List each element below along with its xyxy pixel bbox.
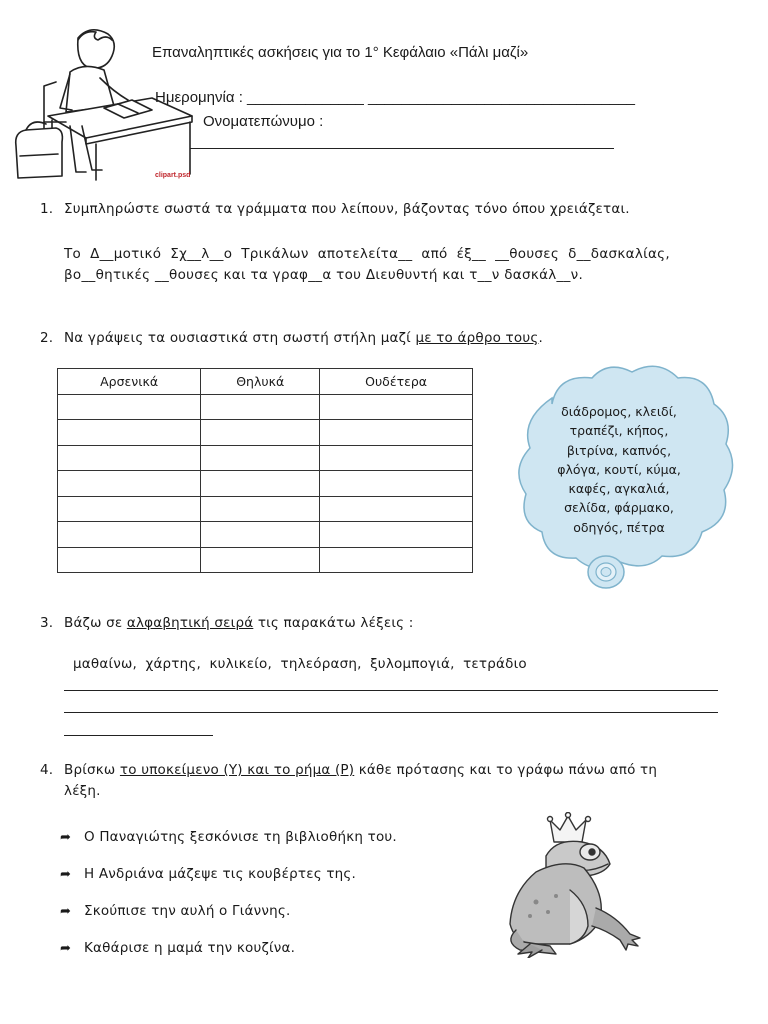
fill-in-passage: Το Δ__μοτικό Σχ__λ__ο Τρικάλων αποτελείτα__ από έξ__ __θουσες δ__δασκαλίας, βο__θητικές __θουσες και τα γραφ__α του Διευθυντή και τ__ν δασκάλ__ν.: [64, 246, 670, 283]
sentence-item: [60, 903, 290, 919]
answer-cell[interactable]: [58, 420, 201, 446]
sentence-text: Ο Παναγιώτης ξεσκόνισε τη βιβλιοθήκη του.: [84, 829, 397, 845]
answer-cell[interactable]: [320, 394, 473, 420]
table-row: [58, 522, 473, 548]
word-line: τραπέζι, κήπος,: [569, 423, 669, 439]
words-to-sort: μαθαίνω, χάρτης, κυλικείο, τηλεόραση, ξυλομπογιά, τετράδιο: [73, 656, 527, 672]
question-prompt: Βάζω σε αλφαβητική σειρά τις παρακάτω λέξεις :: [64, 615, 414, 631]
answer-cell[interactable]: [58, 496, 201, 522]
word-line: βιτρίνα, καπνός,: [566, 442, 672, 458]
question-2: [0, 330, 768, 350]
word-line: οδηγός, πέτρα: [573, 519, 665, 535]
worksheet-title: Επαναληπτικές ασκήσεις για το 1° Κεφάλαιο «Πάλι μαζί»: [152, 44, 529, 61]
sentence-text: Η Ανδριάνα μάζεψε τις κουβέρτες της.: [84, 866, 357, 882]
column-header-masculine: Αρσενικά: [58, 369, 201, 395]
clipart-credit: clipart.psd: [155, 172, 191, 179]
sentence-text: Σκούπισε την αυλή ο Γιάννης.: [84, 903, 291, 919]
answer-cell[interactable]: [320, 420, 473, 446]
answer-cell[interactable]: [320, 522, 473, 548]
date-field: Ημερομηνία : ______________ ________________________________: [155, 89, 635, 106]
answer-cell[interactable]: [58, 394, 201, 420]
answer-cell[interactable]: [58, 522, 201, 548]
table-row: [58, 394, 473, 420]
answer-line[interactable]: [64, 712, 718, 713]
sentence-item: [60, 866, 356, 882]
word-line: διάδρομος, κλειδί,: [561, 404, 677, 419]
word-list: [541, 402, 697, 537]
answer-cell[interactable]: [320, 547, 473, 573]
question-number: 1.: [40, 201, 54, 217]
question-prompt: Να γράψεις τα ουσιαστικά στη σωστή στήλη μαζί με το άρθρο τους.: [64, 330, 543, 346]
question-prompt: Συμπληρώστε σωστά τα γράμματα που λείπουν, βάζοντας τόνο όπου χρειάζεται.: [64, 201, 630, 217]
table-row: [58, 471, 473, 497]
answer-cell[interactable]: [201, 445, 320, 471]
question-number: 2.: [40, 330, 54, 346]
answer-line[interactable]: [64, 690, 718, 691]
word-line: φλόγα, κουτί, κύμα,: [557, 461, 681, 477]
table-row: [58, 547, 473, 573]
answer-cell[interactable]: [201, 471, 320, 497]
answer-cell[interactable]: [201, 547, 320, 573]
column-header-neuter: Ουδέτερα: [320, 369, 473, 395]
answer-cell[interactable]: [58, 445, 201, 471]
question-prompt: Βρίσκω το υποκείμενο (Υ) και το ρήμα (Ρ) κάθε πρότασης και το γράφω πάνω από τη: [64, 762, 658, 778]
question-number: 3.: [40, 615, 54, 631]
name-field-line: [190, 148, 614, 149]
answer-cell[interactable]: [58, 547, 201, 573]
question-1: [0, 201, 768, 221]
answer-cell[interactable]: [201, 394, 320, 420]
sentence-item: [60, 829, 397, 845]
table-row: [58, 496, 473, 522]
table-row: [58, 445, 473, 471]
column-header-feminine: Θηλυκά: [201, 369, 320, 395]
answer-cell[interactable]: [320, 471, 473, 497]
sentence-text: Καθάρισε η μαμά την κουζίνα.: [84, 940, 296, 956]
question-4: [0, 762, 768, 802]
answer-cell[interactable]: [320, 496, 473, 522]
answer-cell[interactable]: [320, 445, 473, 471]
frog-prince-clipart: [496, 812, 650, 958]
sentence-item: [60, 940, 295, 956]
word-line: καφές, αγκαλιά,: [568, 481, 670, 497]
answer-line[interactable]: [64, 735, 213, 736]
arrow-bullet-icon: ➦: [60, 904, 72, 919]
answer-cell[interactable]: [201, 522, 320, 548]
question-prompt-continued: λέξη.: [64, 783, 101, 799]
arrow-bullet-icon: ➦: [60, 830, 72, 845]
answer-cell[interactable]: [201, 496, 320, 522]
arrow-bullet-icon: ➦: [60, 867, 72, 882]
table-header-row: [58, 369, 473, 395]
question-3: [0, 615, 768, 635]
word-line: σελίδα, φάρμακο,: [564, 500, 674, 516]
name-field-label: Ονοματεπώνυμο :: [203, 113, 324, 130]
noun-gender-table: [57, 368, 473, 573]
answer-cell[interactable]: [201, 420, 320, 446]
question-number: 4.: [40, 762, 54, 778]
arrow-bullet-icon: ➦: [60, 941, 72, 956]
answer-cell[interactable]: [58, 471, 201, 497]
table-row: [58, 420, 473, 446]
